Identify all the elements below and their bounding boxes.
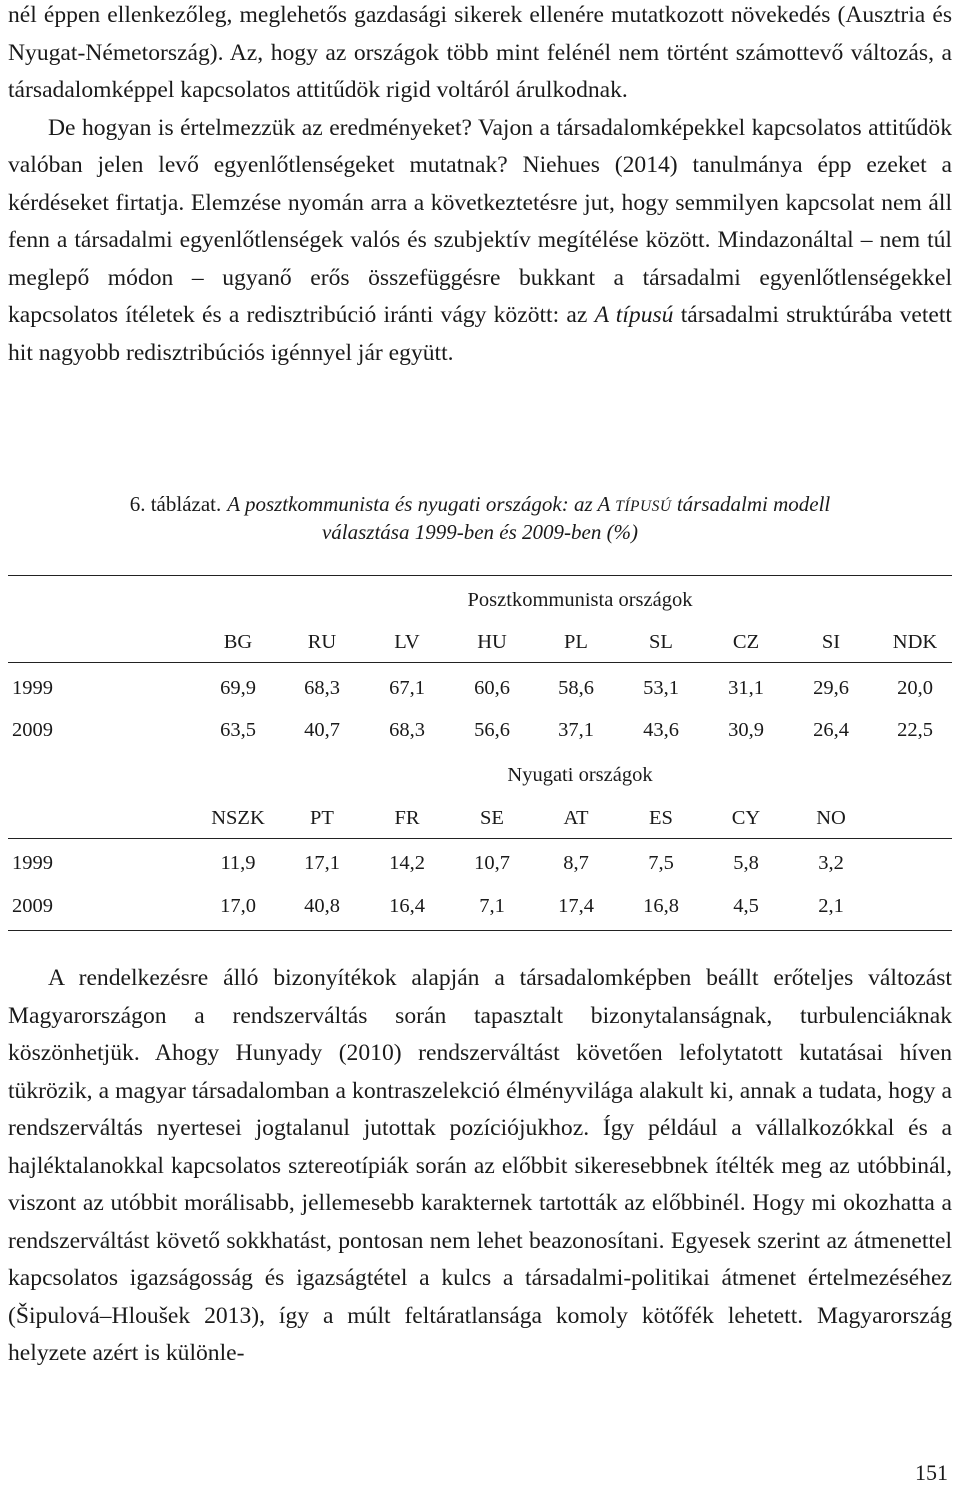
table-cell: 11,9: [220, 852, 256, 874]
table-group-heading-postcommunist: Posztkommunista országok: [467, 589, 693, 611]
table-column-header: PL: [564, 631, 588, 653]
table-column-header: FR: [394, 807, 420, 829]
table-cell: 20,0: [897, 677, 933, 699]
table-cell: 17,4: [558, 895, 594, 917]
table-column-header: SI: [821, 631, 841, 653]
table-cell: 40,8: [304, 895, 340, 917]
table-cell: 53,1: [643, 677, 679, 699]
table-row-year: 1999: [12, 852, 53, 874]
table-cell: 16,4: [389, 895, 425, 917]
table-column-header: SE: [480, 807, 504, 829]
table-cell: 8,7: [563, 852, 589, 874]
table-cell: 40,7: [304, 719, 340, 741]
table-column-header: NO: [816, 807, 846, 829]
table-header-rule: [8, 662, 952, 663]
table-cell: 63,5: [220, 719, 256, 741]
table-cell: 22,5: [897, 719, 933, 741]
table-cell: 7,5: [648, 852, 674, 874]
table-caption-label: 6. táblázat.: [129, 492, 222, 516]
table-cell: 43,6: [643, 719, 679, 741]
paragraph-bottom-text: A rendelkezésre álló bizonyítékok alapján a társadalomképben beállt erőteljes változást Magyarországon a rendszerváltás során tapasztalt bizonytalanságnak, turbulenciáknak köszönhetjük. Ahogy Hunyady (2010) rendszerváltást követően lefolytatott kutatásai híven tükrözik, a magyar társadalomban a kontraszelekció élményvilága alakult ki, annak a tudata, hogy a rendszerváltás nyertesei jogtalanul jutottak pozíciójukhoz. Így például a vállalkozókkal és a hajléktalanokkal kapcsolatos sztereotípiák során az előbbit sikeresebbnek ítélték meg az utóbbinál, viszont az utóbbit morálisabb, jellemesebb karakternek tartották az előbbinél. Hogy mi okozhatta a rendszerváltást követő sokkhatást, pontosan nem lehet beazonosítani. Egyesek szerint az átmenettel kapcsolatos igazságosság és igazságtétel a kulcs a társadalmi-politikai átmenet értelmezéséhez (Šipulová–Hloušek 2013), így a múlt feltáratlansága komoly kötőfék lehetett. Magyarország helyzete azért is különle-: [8, 965, 952, 1366]
table-caption-line2: választása 1999-ben és 2009-ben (%): [321, 520, 639, 544]
table-group-heading-western: Nyugati országok: [507, 764, 653, 786]
paragraph-mid-text: De hogyan is értelmezzük az eredményeket? Vajon a társadalomképekkel kapcsolatos attitűdök valóban jelen levő egyenlőtlenségeket mutatnak? Niehues (2014) tanulmánya épp ezeket a kérdéseket firtatja. Elemzése nyomán arra a következtetésre jut, hogy semmilyen kapcsolat nem áll fenn a társadalmi egyenlőtlenségek valós és szubjektív megítélése között. Mindazonáltal – nem túl meglepő módon – ugyanő erős összefüggésre bukkant a társadalmi egyenlőtlenségekkel kapcsolatos ítéletek és a redisztribúció iránti vágy között: az: [8, 114, 952, 328]
table-bottom-rule: [8, 930, 952, 931]
table-column-header: ES: [649, 807, 673, 829]
table-column-header: NSZK: [211, 807, 265, 829]
table-cell: 14,2: [389, 852, 425, 874]
table-header-rule-western: [8, 838, 952, 839]
table-cell: 3,2: [818, 852, 844, 874]
table-cell: 58,6: [558, 677, 594, 699]
table-column-header: NDK: [892, 631, 938, 653]
table-cell: 69,9: [220, 677, 256, 699]
table-row-year: 2009: [12, 719, 53, 741]
table-cell: 37,1: [558, 719, 594, 741]
table-cell: 68,3: [389, 719, 425, 741]
table-caption: [0, 490, 960, 521]
table-cell: 5,8: [733, 852, 759, 874]
table-row-year: 2009: [12, 895, 53, 917]
table-column-header: SL: [649, 631, 673, 653]
paragraph-mid-italic: A típusú: [594, 302, 674, 328]
table-cell: 67,1: [389, 677, 425, 699]
table-cell: 4,5: [733, 895, 759, 917]
table-column-header: AT: [563, 807, 589, 829]
body-paragraph-top: [8, 0, 952, 372]
table-cell: 17,1: [304, 852, 340, 874]
table-top-rule: [8, 575, 952, 576]
table-cell: 2,1: [818, 895, 844, 917]
table-column-header: RU: [307, 631, 337, 653]
table-cell: 31,1: [728, 677, 764, 699]
page-number: 151: [915, 1460, 948, 1485]
table-row-year: 1999: [12, 677, 53, 699]
table-column-header: LV: [394, 631, 420, 653]
body-paragraph-bottom: [8, 960, 952, 1373]
table-column-header: BG: [223, 631, 253, 653]
table-cell: 30,9: [728, 719, 764, 741]
table-column-header: CY: [731, 807, 761, 829]
table-cell: 26,4: [813, 719, 849, 741]
table-cell: 29,6: [813, 677, 849, 699]
table-column-header: HU: [477, 631, 507, 653]
table-cell: 56,6: [474, 719, 510, 741]
table-cell: 68,3: [304, 677, 340, 699]
paragraph-mid-text-end: társadalmi struktúrába vetett hit nagyobb redisztribúciós igénnyel jár együtt.: [8, 302, 952, 366]
table-column-header: CZ: [732, 631, 760, 653]
table-caption-title: A posztkommunista és nyugati országok: az A TÍPUSÚ társadalmi modell: [227, 492, 831, 516]
table-cell: 7,1: [479, 895, 505, 917]
table-cell: 60,6: [474, 677, 510, 699]
table-cell: 16,8: [643, 895, 679, 917]
table-cell: 10,7: [474, 852, 510, 874]
paragraph-top-text: nél éppen ellenkezőleg, meglehetős gazdasági sikerek ellenére mutatkozott növekedés (Ausztria és Nyugat-Németország). Az, hogy az országok több mint felénél nem történt számottevő változás, a társadalomképpel kapcsolatos attitűdök rigid voltáról árulkodnak.: [8, 2, 952, 103]
table-cell: 17,0: [220, 895, 256, 917]
table-column-header: PT: [310, 807, 334, 829]
